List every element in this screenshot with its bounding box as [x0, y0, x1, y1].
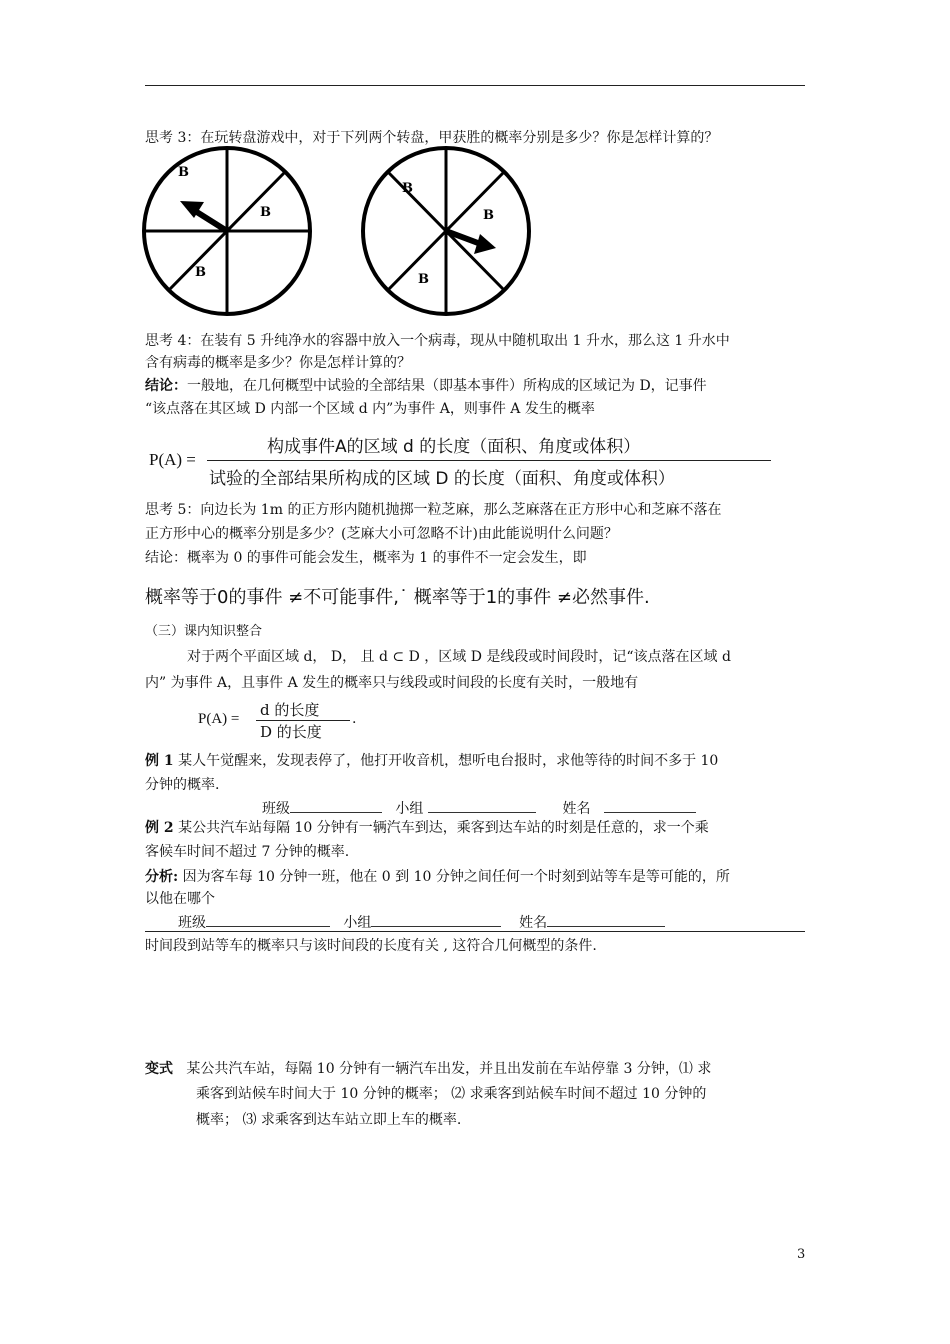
example1-line2: 分钟的概率. — [145, 777, 220, 793]
class-row-2 — [178, 911, 665, 933]
analysis-text1: 因为客车每 10 分钟一班，他在 0 到 10 分钟之间任何一个时刻到站等车是等可能的，所 — [178, 869, 730, 885]
wheel2-label-3: B — [418, 272, 429, 287]
think3-text: 思考 3：在玩转盘游戏中，对于下列两个转盘，甲获胜的概率分别是多少？你是怎样计算的？ — [145, 130, 719, 146]
variant-line1 — [145, 1059, 711, 1079]
section3-line1: 对于两个平面区域 d， D， 且 d ⊂ D ，区域 D 是线段或时间段时，记“该点落在区域 d — [187, 649, 731, 665]
class-blank-2[interactable] — [206, 911, 330, 927]
name-label-2: 姓名 — [519, 915, 548, 931]
length-formula-lhs: P(A) = — [198, 711, 240, 727]
page-number: 3 — [797, 1247, 806, 1262]
analysis-label: 分析: — [145, 869, 179, 885]
formula-numerator: 构成事件A的区域 d 的长度（面积、角度或体积） — [267, 437, 641, 457]
formula-lhs: P(A) = — [149, 450, 196, 469]
spinner-wheel-1 — [144, 148, 310, 314]
example1-text1: 某人午觉醒来，发现表停了，他打开收音机，想听电台报时，求他等待的时间不多于 10 — [173, 753, 719, 769]
big-statement: 概率等于0的事件 ≠不可能事件,˙ 概率等于1的事件 ≠必然事件. — [145, 587, 650, 608]
wheel2-label-2: B — [483, 208, 494, 223]
name-blank-1[interactable] — [604, 797, 696, 813]
conclusion2: 结论：概率为 0 的事件可能会发生，概率为 1 的事件不一定会发生，即 — [145, 550, 587, 566]
example1-line1 — [145, 751, 718, 771]
think5-line1: 思考 5：向边长为 1m 的正方形内随机抛掷一粒芝麻，那么芝麻落在正方形中心和芝麻不落在 — [145, 502, 722, 518]
example2-line1 — [145, 818, 709, 838]
probability-formula — [145, 430, 785, 490]
example2-label: 例 2 — [145, 820, 174, 836]
separator-rule — [145, 931, 805, 932]
group-label-2: 小组 — [343, 915, 372, 931]
variant-label: 变式 — [145, 1061, 173, 1077]
section3-title: （三）课内知识整合 — [145, 624, 263, 639]
think5-line2: 正方形中心的概率分别是多少？(芝麻大小可忽略不计)由此能说明什么问题？ — [145, 526, 618, 542]
formula-denominator: 试验的全部结果所构成的区域 D 的长度（面积、角度或体积） — [209, 469, 675, 489]
example1-label: 例 1 — [145, 753, 174, 769]
example2-text1: 某公共汽车站每隔 10 分钟有一辆汽车到达，乘客到达车站的时刻是任意的，求一个乘 — [173, 820, 709, 836]
wheel1-label-2: B — [260, 205, 271, 220]
analysis-continued: 时间段到站等车的概率只与该时间段的长度有关 , 这符合几何概型的条件. — [145, 938, 597, 954]
variant-line3: 概率； ⑶ 求乘客到达车站立即上车的概率. — [196, 1112, 462, 1128]
wheel1-label-3: B — [195, 265, 206, 280]
class-blank-1[interactable] — [290, 797, 382, 813]
spinner-wheel-2 — [363, 148, 529, 314]
wheel1-label-1: B — [178, 165, 189, 180]
think4-line1: 思考 4：在装有 5 升纯净水的容器中放入一个病毒，现从中随机取出 1 升水，那么这 1 升水中 — [145, 333, 730, 349]
wheel2-label-1: B — [402, 181, 413, 196]
spinner-wheels — [140, 146, 540, 322]
group-blank-2[interactable] — [371, 911, 501, 927]
length-formula-numerator: d 的长度 — [260, 701, 320, 719]
name-label-1: 姓名 — [562, 801, 591, 817]
variant-text1: 某公共汽车站，每隔 10 分钟有一辆汽车出发，并且出发前在车站停靠 3 分钟，⑴ 求 — [186, 1061, 712, 1077]
conclusion1-label: 结论： — [145, 378, 187, 394]
example2-line2: 客候车时间不超过 7 分钟的概率. — [145, 844, 350, 860]
class-row-1 — [262, 797, 696, 819]
class-label-2: 班级 — [178, 915, 206, 931]
section3-line2: 内” 为事件 A，且事件 A 发生的概率只与线段或时间段的长度有关时，一般地有 — [145, 675, 639, 691]
conclusion1-line1 — [145, 376, 707, 396]
analysis-line1 — [145, 867, 730, 887]
conclusion1-text1: 一般地，在几何概型中试验的全部结果（即基本事件）所构成的区域记为 D，记事件 — [187, 378, 707, 394]
fraction-bar — [207, 460, 771, 461]
group-blank-1[interactable] — [428, 797, 536, 813]
length-formula — [198, 699, 398, 743]
variant-line2: 乘客到站候车时间大于 10 分钟的概率； ⑵ 求乘客到站候车时间不超过 10 分钟的 — [196, 1086, 707, 1102]
group-label-1: 小组 — [395, 801, 424, 817]
length-formula-denominator: D 的长度 — [260, 723, 322, 741]
header-rule — [145, 85, 805, 86]
conclusion1-line2: “该点落在其区域 D 内部一个区域 d 内”为事件 A，则事件 A 发生的概率 — [145, 401, 595, 417]
class-label-1: 班级 — [262, 801, 290, 817]
think4-line2: 含有病毒的概率是多少？你是怎样计算的？ — [145, 355, 411, 371]
length-formula-period: . — [352, 711, 357, 727]
analysis-line2: 以他在哪个 — [145, 891, 215, 907]
name-blank-2[interactable] — [547, 911, 665, 927]
